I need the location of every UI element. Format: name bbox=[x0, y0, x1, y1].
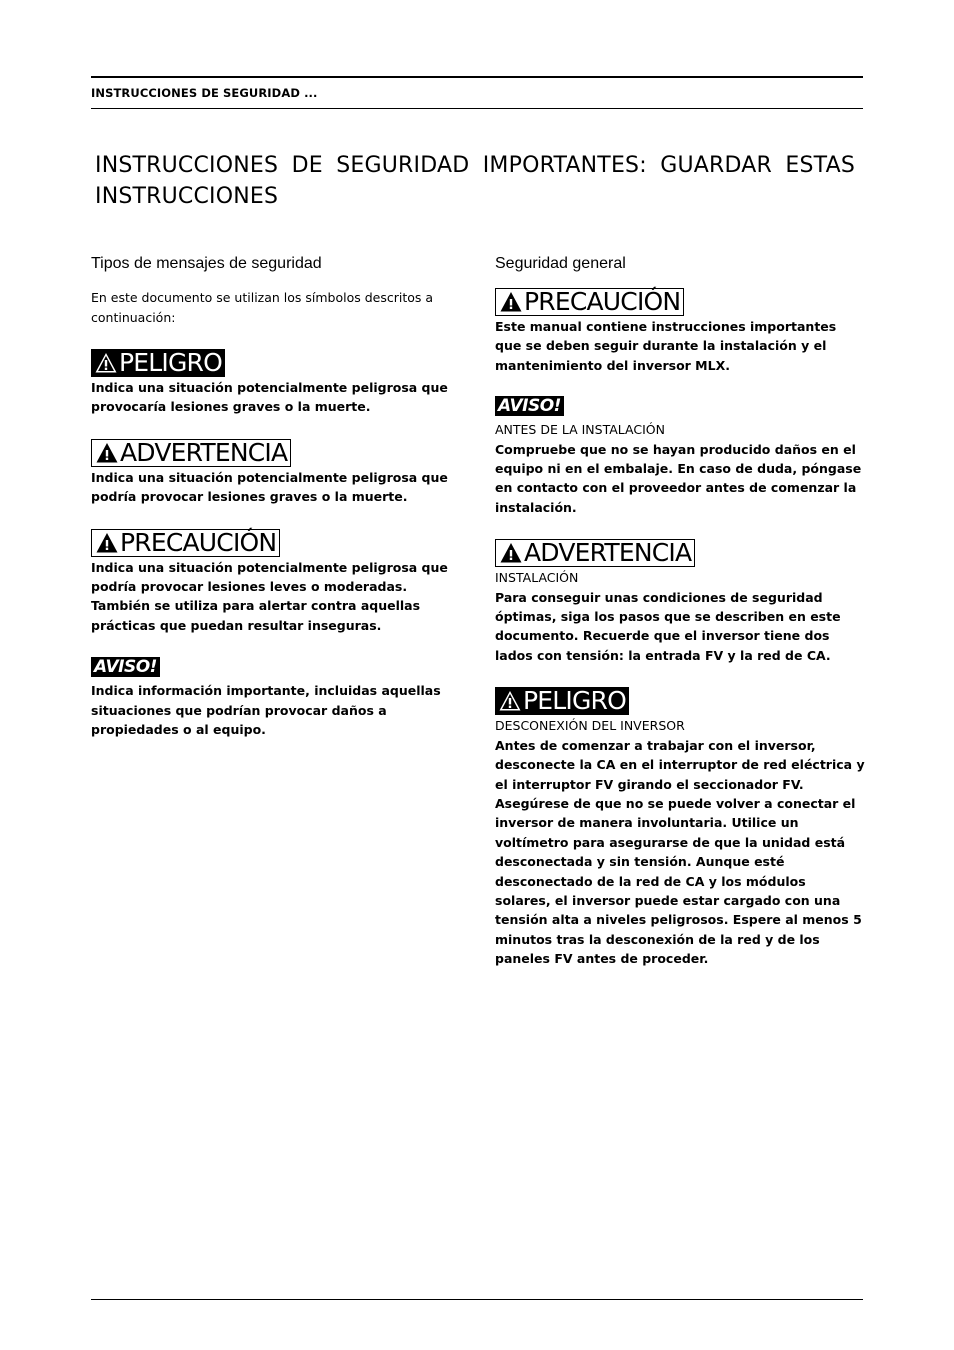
signal-precaucion bbox=[91, 529, 280, 557]
message-text: Indica una situación potencialmente peligrosa que podría provocar lesiones leves o moderadas. También se utiliza para alertar contra aquellas prácticas que puedan resultar inseguras. bbox=[91, 559, 448, 633]
message-subtitle: DESCONEXIÓN DEL INVERSOR bbox=[495, 718, 685, 734]
message-text: Para conseguir unas condiciones de seguridad óptimas, siga los pasos que se describen en este documento. Recuerde que el inversor tiene dos lados con tensión: la entrada FV y la red de CA. bbox=[495, 589, 841, 663]
signal-aviso: AVISO! bbox=[91, 657, 160, 677]
signal-label: PELIGRO bbox=[119, 348, 222, 377]
warning-triangle-icon bbox=[96, 532, 118, 554]
message-text: Antes de comenzar a trabajar con el inversor, desconecte la CA en el interruptor de red eléctrica y el interruptor FV girando el seccionador FV. Asegúrese de que no se puede volver a conectar el inversor de manera involuntaria. Utilice un voltímetro para asegurarse de que la unidad está desconectada y sin tensión. Aunque esté desconectado de la red de CA y los módulos solares, el inversor puede estar cargado con una tensión alta a niveles peligrosos. Espere al menos 5 minutos tras la desconexión de la red y de los paneles FV antes de proceder. bbox=[495, 737, 865, 967]
signal-label: ADVERTENCIA bbox=[524, 538, 692, 568]
message-aviso bbox=[91, 657, 457, 739]
message-subtitle: INSTALACIÓN bbox=[495, 570, 579, 586]
right-column bbox=[495, 252, 865, 969]
signal-label: PELIGRO bbox=[523, 686, 626, 716]
warning-triangle-icon bbox=[500, 542, 522, 564]
left-column bbox=[91, 252, 457, 739]
message-text: Indica una situación potencialmente peligrosa que podría provocar lesiones graves o la muerte. bbox=[91, 469, 448, 505]
signal-label: ADVERTENCIA bbox=[120, 437, 288, 467]
general-advertencia bbox=[495, 539, 865, 665]
general-peligro bbox=[495, 687, 865, 968]
message-advertencia bbox=[91, 439, 457, 507]
message-subtitle: ANTES DE LA INSTALACIÓN bbox=[495, 422, 665, 438]
signal-label: PRECAUCIÓN bbox=[120, 527, 277, 557]
section-heading-general-safety: Seguridad general bbox=[495, 255, 626, 272]
signal-peligro bbox=[91, 349, 225, 377]
general-precaucion bbox=[495, 288, 865, 375]
message-text: Este manual contiene instrucciones importantes que se deben seguir durante la instalación y el mantenimiento del inversor MLX. bbox=[495, 319, 837, 373]
message-precaucion bbox=[91, 529, 457, 636]
signal-label: PRECAUCIÓN bbox=[524, 287, 681, 316]
message-text: Indica una situación potencialmente peligrosa que provocaría lesiones graves o la muerte. bbox=[91, 380, 448, 415]
intro-paragraph: En este documento se utilizan los símbolos descritos a continuación: bbox=[91, 290, 434, 325]
signal-precaucion bbox=[495, 288, 684, 316]
running-header: INSTRUCCIONES DE SEGURIDAD ... bbox=[91, 86, 318, 100]
warning-triangle-icon bbox=[499, 690, 521, 712]
warning-triangle-icon bbox=[95, 352, 117, 374]
page-title: INSTRUCCIONES DE SEGURIDAD IMPORTANTES: GUARDAR ESTAS INSTRUCCIONES bbox=[95, 153, 855, 209]
general-aviso bbox=[495, 396, 865, 517]
header-rule-top bbox=[91, 76, 863, 78]
warning-triangle-icon bbox=[96, 442, 118, 464]
signal-peligro bbox=[495, 687, 629, 715]
message-peligro bbox=[91, 349, 457, 417]
signal-advertencia bbox=[91, 439, 291, 467]
message-text: Indica información importante, incluidas aquellas situaciones que podrían provocar daños a propiedades o al equipo. bbox=[91, 683, 441, 738]
signal-advertencia bbox=[495, 539, 695, 567]
section-heading-message-types: Tipos de mensajes de seguridad bbox=[91, 255, 322, 272]
footer-rule bbox=[91, 1299, 863, 1300]
message-text: Compruebe que no se hayan producido daños en el equipo ni en el embalaje. En caso de duda, póngase en contacto con el proveedor antes de comenzar la instalación. bbox=[495, 441, 862, 515]
header-rule-bottom bbox=[91, 108, 863, 109]
signal-aviso: AVISO! bbox=[495, 396, 564, 416]
warning-triangle-icon bbox=[500, 291, 522, 313]
